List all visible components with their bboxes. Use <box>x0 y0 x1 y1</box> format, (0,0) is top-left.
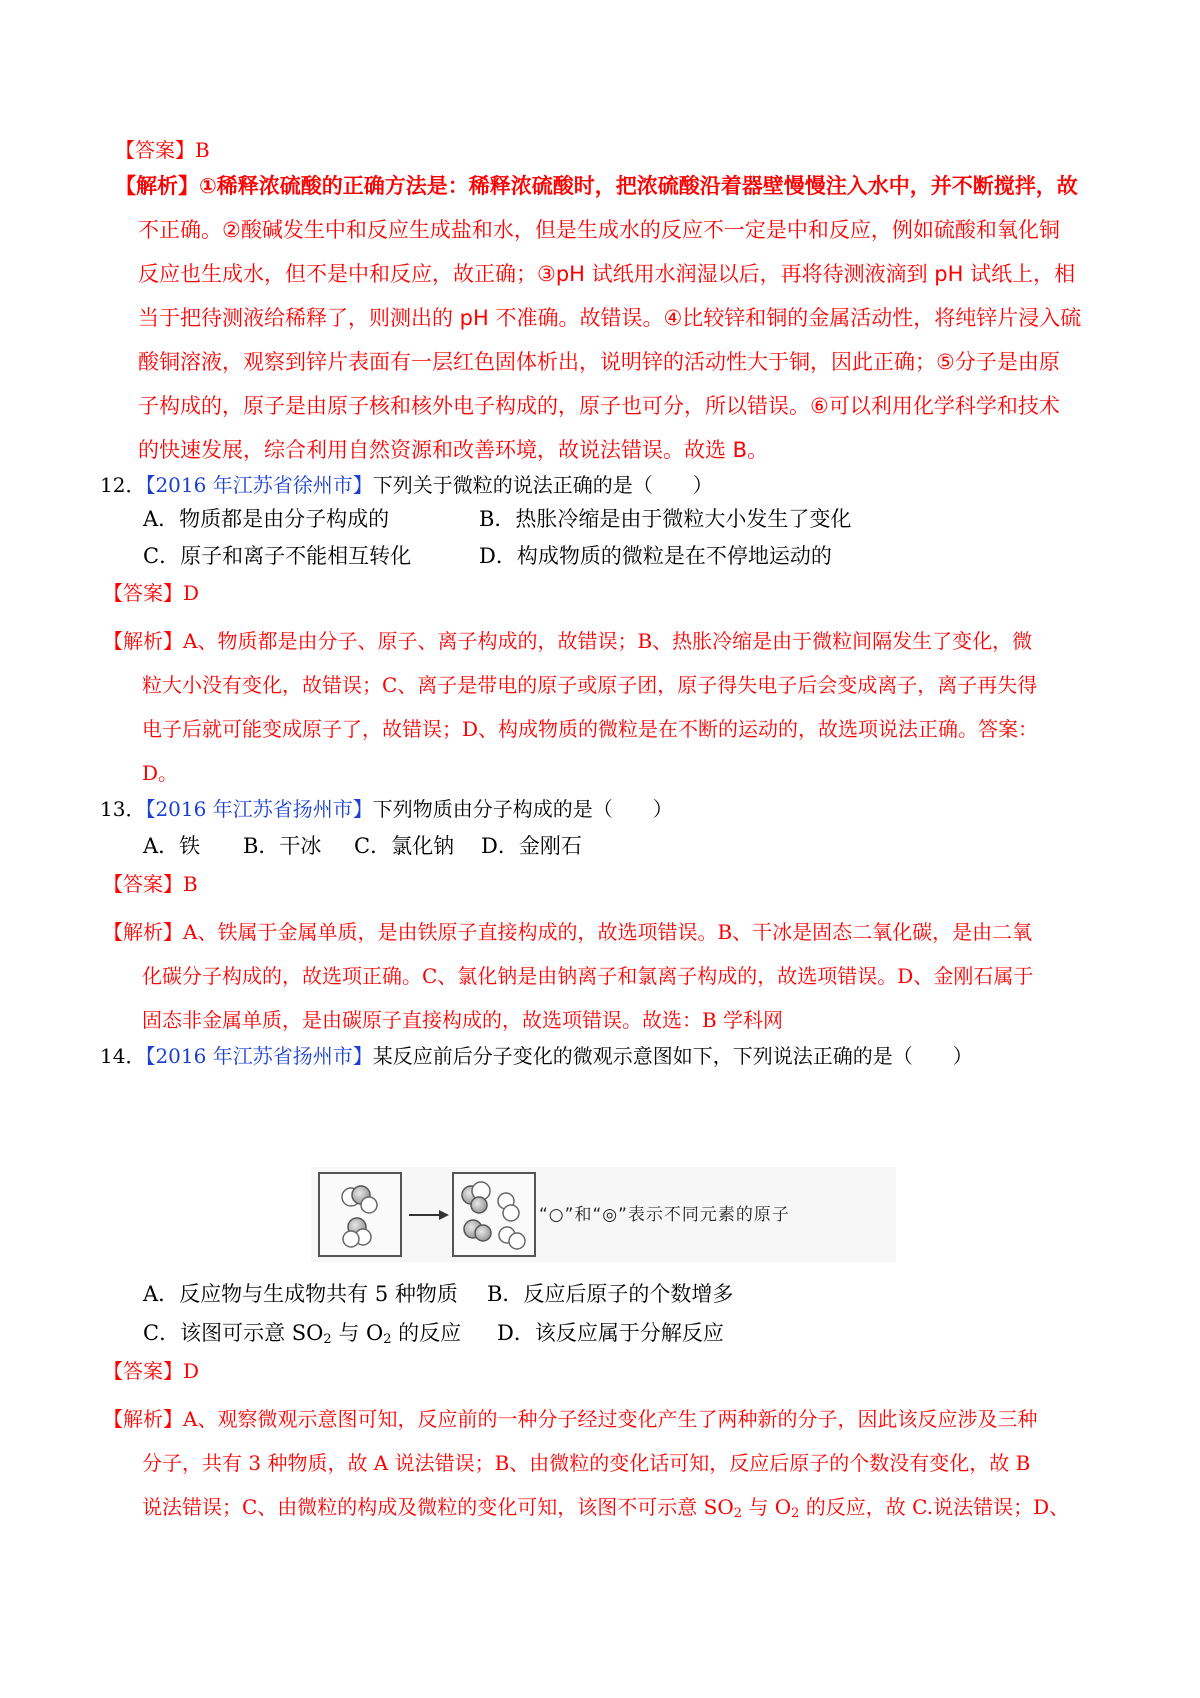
q14-option-d: D．该反应属于分解反应 <box>497 1321 724 1345</box>
q12-stem <box>100 469 713 498</box>
q13-analysis-line-1: 【解析】A、铁属于金属单质，是由铁原子直接构成的，故选项错误。B、干冰是固态二氧化碳，是由二氧 <box>103 920 1033 944</box>
q14-option-a: A．反应物与生成物共有 5 种物质 <box>143 1282 458 1306</box>
q12-analysis-line-4: D。 <box>142 761 179 785</box>
q12-option-a: A．物质都是由分子构成的 <box>143 507 390 531</box>
q14-analysis-line-3: 说法错误；C、由微粒的构成及微粒的变化可知，该图不可示意 $SO_2$ 与 $O_2$ 的反应，故 C.说法错误；D、 <box>142 1495 1070 1521</box>
q13-answer: 【答案】B <box>103 872 198 896</box>
q12-option-c: C．原子和离子不能相互转化 <box>143 544 412 568</box>
q14-answer: 【答案】D <box>103 1359 200 1383</box>
q11-analysis-line-1: 【解析】①稀释浓硫酸的正确方法是：稀释浓硫酸时，把浓硫酸沿着器壁慢慢注入水中，并不断搅拌，故 <box>115 174 1078 198</box>
q12-answer: 【答案】D <box>103 581 200 605</box>
q13-analysis-line-2: 化碳分子构成的，故选项正确。C、氯化钠是由钠离子和氯离子构成的，故选项错误。D、金刚石属于 <box>142 964 1034 988</box>
figure-caption: “○”和“◎”表示不同元素的原子 <box>539 1205 790 1225</box>
q12-option-d: D．构成物质的微粒是在不停地运动的 <box>479 544 832 568</box>
question-source: 【2016 年江苏省徐州市】 <box>145 473 373 497</box>
question-number: 12． <box>100 473 146 497</box>
q13-option-a: A．铁 <box>143 834 201 858</box>
q12-analysis-line-1: 【解析】A、物质都是由分子、原子、离子构成的，故错误；B、热胀冷缩是由于微粒间隔发生了变化，微 <box>103 629 1033 653</box>
question-text: 下列关于微粒的说法正确的是（ ） <box>372 473 713 497</box>
q13-option-c: C．氯化钠 <box>354 834 455 858</box>
q12-analysis-line-3: 电子后就可能变成原子了，故错误；D、构成物质的微粒是在不断的运动的，故选项说法正确。答案： <box>142 717 1039 741</box>
q11-analysis-line-5: 酸铜溶液，观察到锌片表面有一层红色固体析出，说明锌的活动性大于铜，因此正确；⑤分子是由原 <box>138 350 1060 374</box>
q13-stem: 13．【2016 年江苏省扬州市】下列物质由分子构成的是（ ） <box>100 797 673 821</box>
q11-analysis-line-6: 子构成的，原子是由原子核和核外电子构成的，原子也可分，所以错误。⑥可以利用化学科学和技术 <box>138 394 1060 418</box>
q12-option-b: B．热胀冷缩是由于微粒大小发生了变化 <box>479 507 852 531</box>
q13-analysis-line-3: 固态非金属单质，是由碳原子直接构成的，故选项错误。故选：B 学科网 <box>142 1008 784 1032</box>
answer-label: 【答案】 <box>115 138 195 162</box>
q13-option-b: B．干冰 <box>243 834 322 858</box>
q12-analysis-line-2: 粒大小没有变化，故错误；C、离子是带电的原子或原子团，原子得失电子后会变成离子，离子再失得 <box>142 673 1038 697</box>
q14-option-b: B．反应后原子的个数增多 <box>487 1282 734 1306</box>
q11-analysis-line-7: 的快速发展，综合利用自然资源和改善环境，故说法错误。故选 B。 <box>138 438 769 462</box>
q11-analysis-line-3: 反应也生成水，但不是中和反应，故正确；③pH 试纸用水润湿以后，再将待测液滴到 pH 试纸上，相 <box>138 262 1076 286</box>
reaction-diagram <box>311 1167 896 1262</box>
q14-analysis-line-2: 分子，共有 3 种物质，故 A 说法错误；B、由微粒的变化话可知，反应后原子的个数没有变化，故 B <box>142 1451 1031 1475</box>
q11-analysis-line-4: 当于把待测液给稀释了，则测出的 pH 不准确。故错误。④比较锌和铜的金属活动性，将纯锌片浸入硫 <box>138 306 1082 330</box>
q11-analysis-line-2: 不正确。②酸碱发生中和反应生成盐和水，但是生成水的反应不一定是中和反应，例如硫酸和氧化铜 <box>138 218 1060 242</box>
q14-option-c: C．该图可示意 $SO_2$ 与 $O_2$ 的反应 <box>143 1321 462 1347</box>
q14-analysis-line-1: 【解析】A、观察微观示意图可知，反应前的一种分子经过变化产生了两种新的分子，因此该反应涉及三种 <box>103 1407 1038 1431</box>
q13-option-d: D．金刚石 <box>481 834 582 858</box>
q14-stem: 14．【2016 年江苏省扬州市】某反应前后分子变化的微观示意图如下，下列说法正确的是（ ） <box>100 1044 973 1068</box>
analysis-label: 【解析】 <box>115 174 199 198</box>
q11-answer <box>115 134 210 163</box>
answer-value: B <box>195 138 210 162</box>
